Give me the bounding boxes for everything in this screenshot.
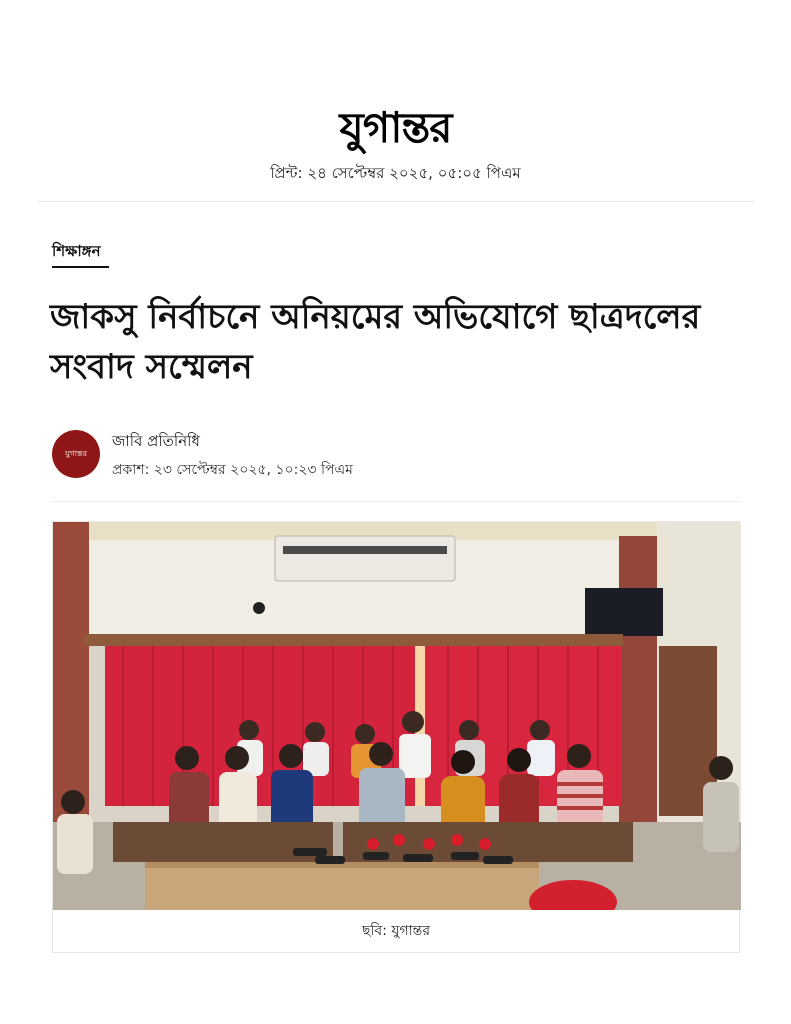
author-avatar [52, 430, 100, 478]
article-figure [52, 521, 740, 953]
byline [52, 430, 742, 480]
press-conference-photo [53, 522, 741, 910]
article-photo [53, 522, 741, 910]
photo-caption: ছবি: যুগান্তর [53, 910, 739, 952]
site-logo[interactable]: যুগান্তর [339, 103, 452, 152]
category-link[interactable]: শিক্ষাঙ্গন [52, 242, 101, 260]
category-underline [52, 266, 109, 268]
avatar-logo-text: যুগান্তর [64, 448, 88, 458]
author-name[interactable]: জাবি প্রতিনিধি [112, 432, 200, 450]
print-date: প্রিন্ট: ২৪ সেপ্টেম্বর ২০২৫, ০৫:০৫ পিএম [270, 164, 521, 182]
published-date: প্রকাশ: ২৩ সেপ্টেম্বর ২০২৫, ১০:২৩ পিএম [112, 462, 353, 478]
article-headline: জাকসু নির্বাচনে অনিয়মের অভিযোগে ছাত্রদলের সংবাদ সম্মেলন [50, 297, 701, 387]
masthead [0, 100, 791, 187]
divider [52, 501, 740, 502]
divider [38, 201, 754, 202]
